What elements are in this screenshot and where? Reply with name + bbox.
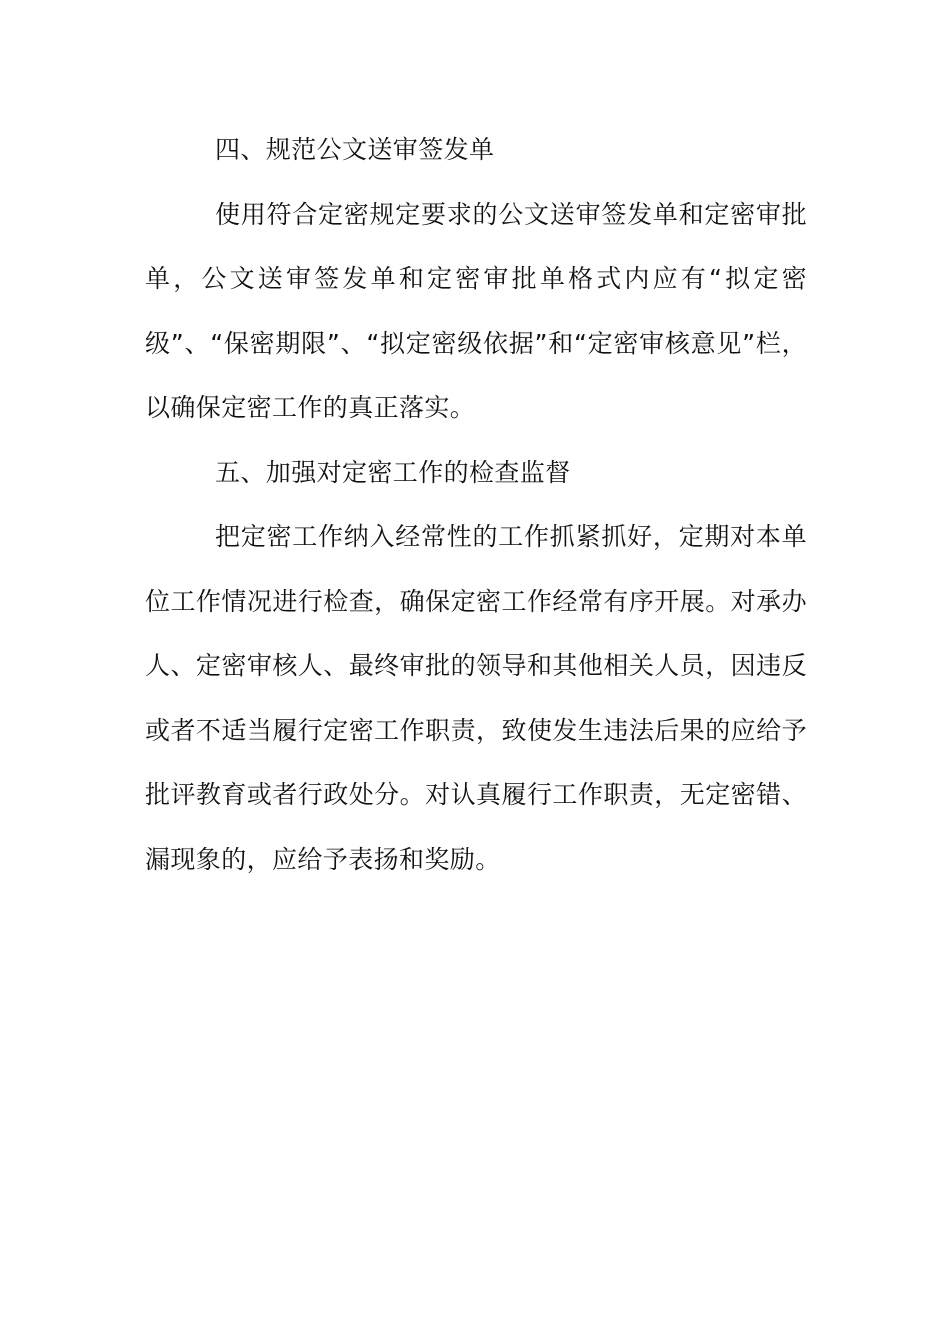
section-paragraph-4: 使用符合定密规定要求的公文送审签发单和定密审批单，公文送审签发单和定密审批单格式内应有“拟定密级”、“保密期限”、“拟定密级依据”和“定密审核意见”栏，以确保定密工作的真正落实。 (145, 199, 807, 422)
section-heading-5: 五、加强对定密工作的检查监督 (215, 457, 571, 487)
section-paragraph-5: 把定密工作纳入经常性的工作抓紧抓好，定期对本单位工作情况进行检查，确保定密工作经常有序开展。对承办人、定密审核人、最终审批的领导和其他相关人员，因违反或者不适当履行定密工作职责，致使发生违法后果的应给予批评教育或者行政处分。对认真履行工作职责，无定密错、漏现象的，应给予表扬和奖励。 (145, 522, 807, 874)
section-heading-4: 四、规范公文送审签发单 (215, 135, 495, 164)
document-body (145, 118, 807, 892)
